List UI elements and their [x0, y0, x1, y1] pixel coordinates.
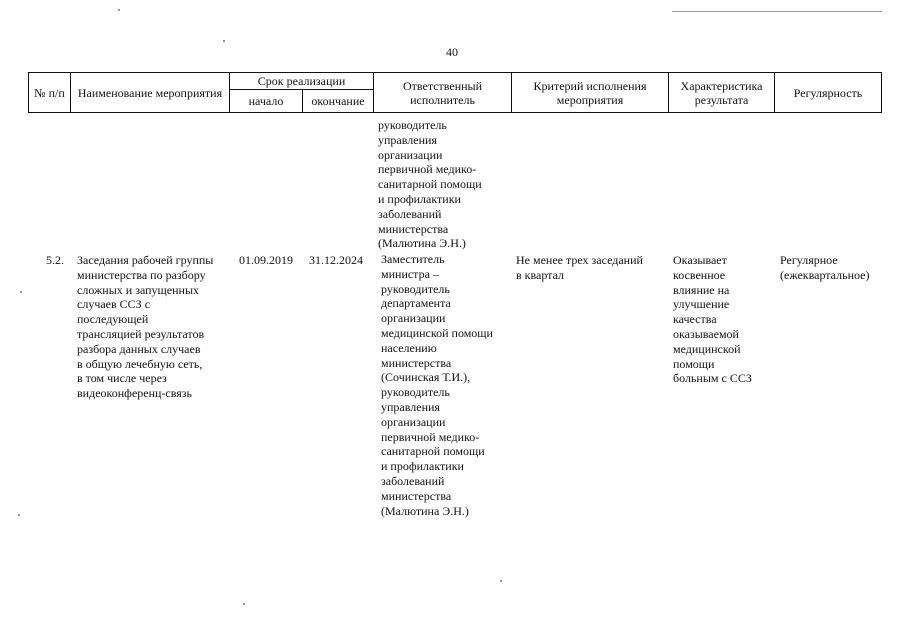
header-characteristic: Характеристика результата: [669, 73, 775, 113]
header-responsible: Ответственный исполнитель: [374, 73, 512, 113]
row-end-date: 31.12.2024: [309, 253, 363, 267]
activity-table: [28, 72, 882, 113]
text-line: санитарной помощи: [378, 177, 482, 192]
text-line: косвенное: [673, 267, 726, 282]
scan-speck: [243, 603, 245, 605]
text-line: организации: [378, 147, 443, 162]
text-line: министерства: [381, 355, 452, 370]
text-line: управления: [381, 399, 440, 414]
scan-speck: [118, 9, 120, 11]
text-line: Не менее трех заседаний: [516, 253, 643, 267]
header-period: Срок реализации: [230, 73, 374, 90]
text-line: руководитель: [381, 385, 450, 400]
row-name: [77, 253, 213, 401]
row-responsible: [381, 252, 493, 518]
text-line: случаев ССЗ с: [77, 297, 151, 312]
row-characteristic: [673, 253, 752, 386]
text-line: медицинской помощи: [381, 325, 493, 340]
row-number: 5.2.: [46, 253, 64, 267]
text-line: оказываемой: [673, 326, 739, 341]
text-line: качества: [673, 312, 717, 327]
text-line: Регулярное: [780, 253, 838, 267]
text-line: организации: [381, 311, 446, 326]
text-line: Оказывает: [673, 253, 727, 267]
text-line: влияние на: [673, 282, 730, 297]
text-line: (Малютина Э.Н.): [381, 503, 469, 518]
header-end: окончание: [303, 90, 374, 113]
text-line: заболеваний: [381, 473, 445, 488]
text-line: департамента: [381, 296, 451, 311]
text-line: министерства: [378, 221, 449, 236]
text-line: санитарной помощи: [381, 444, 485, 459]
text-line: (Малютина Э.Н.): [378, 236, 466, 251]
text-line: министерства: [381, 488, 452, 503]
text-line: в общую лечебную сеть,: [77, 356, 203, 371]
row-start-date: 01.09.2019: [239, 253, 293, 267]
text-line: организации: [381, 414, 446, 429]
text-line: в том числе через: [77, 371, 167, 386]
text-line: Заместитель: [381, 252, 445, 266]
text-line: разбора данных случаев: [77, 341, 201, 356]
text-line: заболеваний: [378, 206, 442, 221]
text-line: (ежеквартальное): [780, 267, 870, 282]
header-number: № п/п: [29, 73, 71, 113]
text-line: последующей: [77, 312, 149, 327]
header-name: Наименование мероприятия: [71, 73, 230, 113]
text-line: видеоконференц-связь: [77, 386, 192, 401]
text-line: улучшение: [673, 297, 730, 312]
text-line: медицинской: [673, 341, 741, 356]
header-criterion: Критерий исполнения мероприятия: [512, 73, 669, 113]
text-line: управления: [378, 132, 437, 147]
text-line: и профилактики: [381, 459, 464, 474]
text-line: сложных и запущенных: [77, 282, 200, 297]
text-line: министра –: [381, 266, 439, 281]
continuation-responsible: [378, 118, 482, 251]
text-line: первичной медико-: [378, 162, 477, 177]
text-line: помощи: [673, 356, 715, 371]
text-line: руководитель: [381, 281, 450, 296]
header-start: начало: [230, 90, 303, 113]
row-regularity: [780, 253, 869, 283]
text-line: первичной медико-: [381, 429, 480, 444]
text-line: руководитель: [378, 118, 447, 132]
text-line: больным с ССЗ: [673, 371, 752, 386]
header-regularity: Регулярность: [775, 73, 882, 113]
text-line: и профилактики: [378, 191, 461, 206]
text-line: (Сочинская Т.И.),: [381, 370, 471, 385]
text-line: министерства по разбору: [77, 267, 206, 282]
scan-edge-line: [672, 11, 882, 12]
text-line: Заседания рабочей группы: [77, 253, 214, 267]
scan-speck: [20, 291, 22, 293]
page-number: 40: [446, 45, 458, 59]
text-line: населению: [381, 340, 437, 355]
text-line: в квартал: [516, 267, 564, 282]
text-line: трансляцией результатов: [77, 326, 205, 341]
scan-speck: [500, 580, 502, 582]
row-criterion: [516, 253, 643, 283]
scan-speck: [18, 514, 20, 516]
scan-speck: [223, 40, 225, 42]
